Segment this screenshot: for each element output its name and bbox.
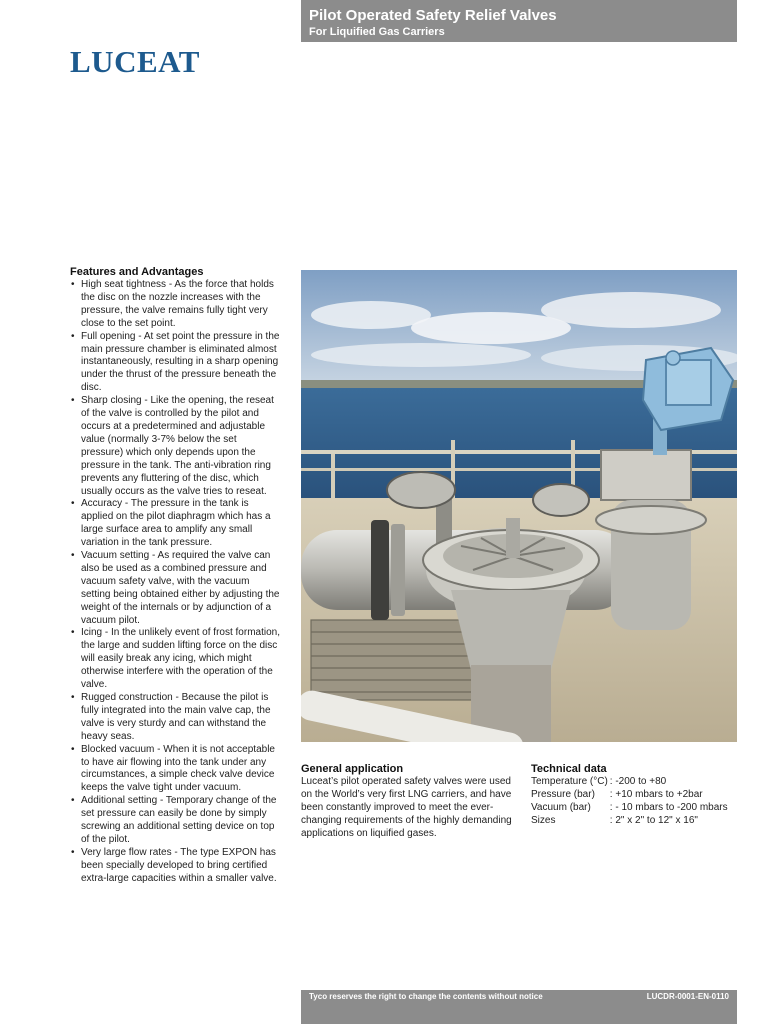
technical-data-row bbox=[531, 815, 728, 828]
technical-data-heading: Technical data bbox=[531, 763, 607, 775]
feature-item: • Sharp closing - Like the opening, the reseat of the valve is controlled by the pilot and occurs at a predetermined and adjustable value (normally 3-7% below the set pressure) which only depends upon the pressure in the tank. The anti-vibration ring prevents any fluttering of the disc, which usually occurs as the valve tries to reseat. bbox=[70, 395, 280, 498]
document-code: LUCDR-0001-EN-0110 bbox=[646, 992, 729, 1001]
luceat-logo: LUCEAT bbox=[70, 44, 200, 79]
feature-item: • Accuracy - The pressure in the tank is applied on the pilot diaphragm which has a large surface area to amplify any small variation in the tank pressure. bbox=[70, 498, 280, 550]
features-list bbox=[70, 279, 280, 886]
general-application-heading: General application bbox=[301, 763, 404, 775]
header-bar bbox=[301, 0, 737, 42]
feature-item: • Icing - In the unlikely event of frost formation, the large and sudden lifting force on the disc will easily break any icing, which might otherwise interfere with the operation of the valve. bbox=[70, 627, 280, 692]
technical-data-table bbox=[531, 776, 728, 828]
feature-item: • Blocked vacuum - When it is not acceptable to have air flowing into the tank under any circumstances, a simple check valve device keeps the valve tight under vacuum. bbox=[70, 744, 280, 796]
technical-data-row bbox=[531, 802, 728, 815]
tech-value: : - 10 mbars to -200 mbars bbox=[609, 801, 728, 813]
tech-label: Vacuum (bar) bbox=[531, 801, 591, 813]
feature-item: • Full opening - At set point the pressure in the main pressure chamber is eliminated almost instantaneously, resulting in a sharp opening under the thrust of the pressure beneath the disc. bbox=[70, 331, 280, 396]
features-section bbox=[70, 266, 280, 886]
feature-item: • Vacuum setting - As required the valve can also be used as a combined pressure and vacuum safety valve, with the vacuum setting being obtained either by adjusting the weight of the internals or by adjunction of a vacuum pilot. bbox=[70, 550, 280, 627]
valve-photo bbox=[301, 270, 737, 742]
technical-data-row bbox=[531, 789, 728, 802]
tech-label: Sizes bbox=[531, 814, 556, 826]
features-heading: Features and Advantages bbox=[70, 266, 204, 278]
feature-item: • High seat tightness - As the force that holds the disc on the nozzle increases with the pressure, the valve remains fully tight very close to the set point. bbox=[70, 279, 280, 331]
tech-value: : 2" x 2" to 12" x 16" bbox=[609, 814, 698, 826]
tech-label: Temperature (°C) bbox=[531, 776, 608, 787]
document-title: Pilot Operated Safety Relief Valves bbox=[309, 7, 557, 24]
document-subtitle: For Liquified Gas Carriers bbox=[309, 26, 445, 38]
tech-value: : +10 mbars to +2bar bbox=[609, 788, 703, 800]
footer-notice: Tyco reserves the right to change the contents without notice bbox=[309, 992, 543, 1001]
feature-item: • Very large flow rates - The type EXPON has been specially developed to bring certified extra-large capacities within a smaller valve. bbox=[70, 847, 280, 886]
footer-bar bbox=[301, 990, 737, 1024]
feature-item: • Additional setting - Temporary change of the set pressure can easily be done by simply screwing an additional setting device on top of the pilot. bbox=[70, 795, 280, 847]
feature-item: • Rugged construction - Because the pilot is fully integrated into the main valve cap, the valve is very sturdy and can withstand the heavy seas. bbox=[70, 692, 280, 744]
technical-data-row bbox=[531, 776, 728, 789]
tech-value: : -200 to +80 bbox=[609, 776, 667, 787]
tech-label: Pressure (bar) bbox=[531, 788, 595, 800]
technical-data-section bbox=[531, 763, 751, 828]
general-application-section bbox=[301, 763, 516, 841]
general-application-text: Luceat’s pilot operated safety valves were used on the World’s very first LNG carriers, and have been constantly improved to meet the ever-changing requirements of the highly demanding applications on liquified gases. bbox=[301, 776, 512, 839]
